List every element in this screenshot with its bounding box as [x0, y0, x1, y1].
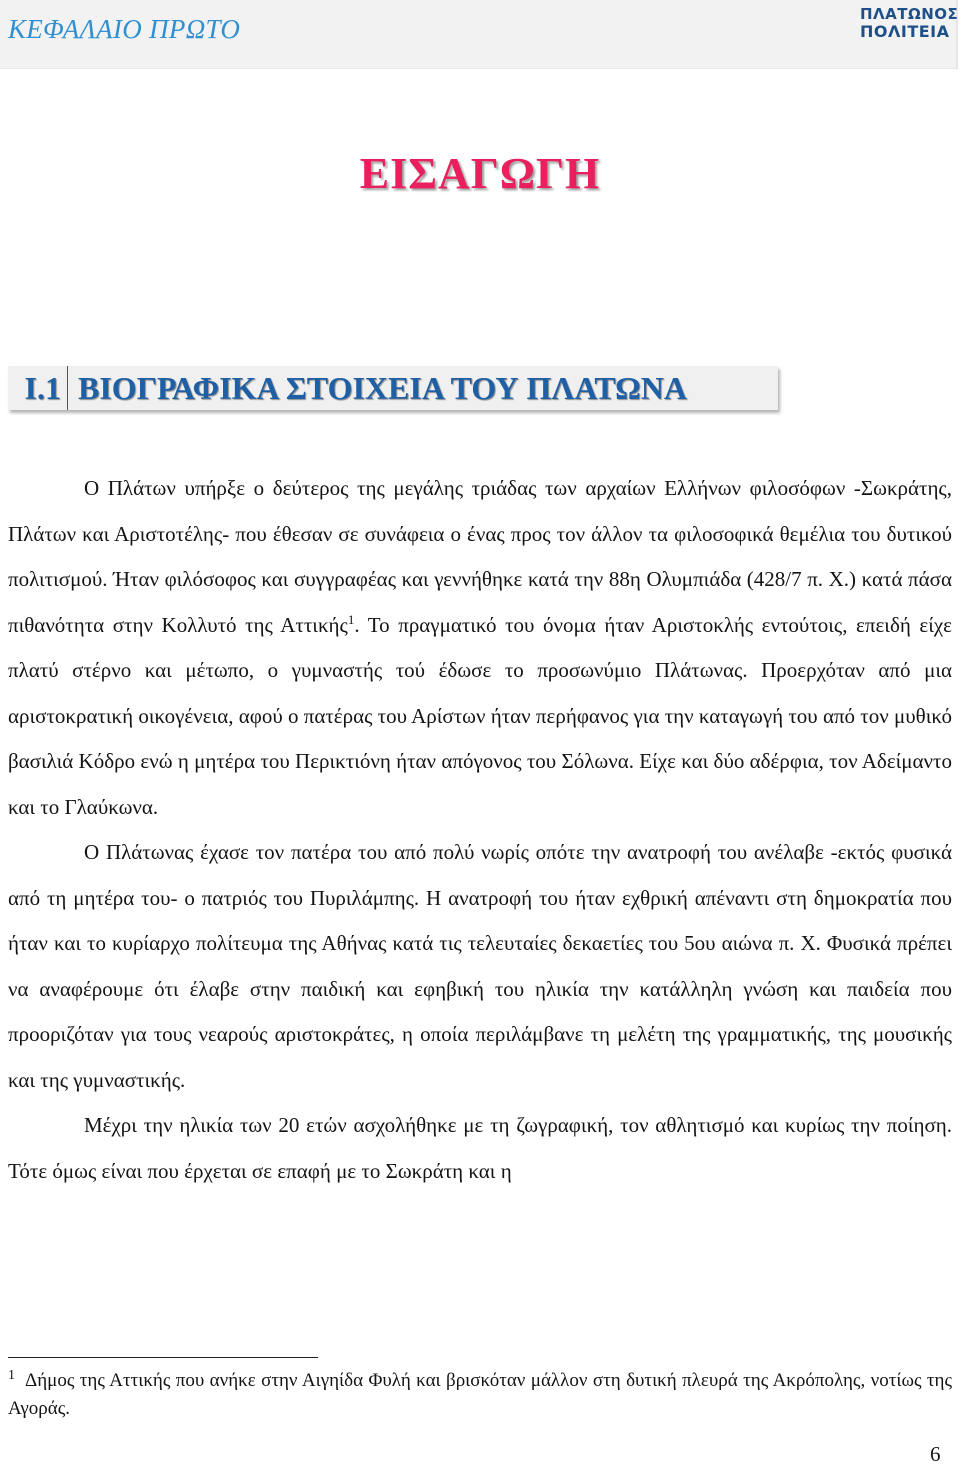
logo-line-2: ΠΟΛΙΤΕΙΑ [860, 22, 950, 41]
footnote-mark: 1 [8, 1367, 15, 1383]
paragraph-1 [8, 466, 952, 830]
page-title: ΕΙΣΑΓΩΓΗ [359, 149, 601, 198]
logo-line-1: ΠΛΑΤΩΝΟΣ [860, 5, 959, 23]
running-header [0, 0, 958, 69]
book-logo [860, 5, 959, 46]
section-heading [8, 366, 778, 410]
section-number: Ι.1 [8, 366, 68, 410]
paragraph-2: Ο Πλάτωνας έχασε τον πατέρα του από πολύ νωρίς οπότε την ανατροφή του ανέλαβε -εκτός φυσικά από τη μητέρα του- ο πατριός του Πυριλάμπης. Η ανατροφή του ήταν εχθρική απέναντι στη δημοκρατία που ήταν και το κυρίαρχο πολίτευμα της Αθήνας κατά τις τελευταίες δεκαετίες του 5ου αιώνα π. Χ. Φυσικά πρέπει να αναφέρουμε ότι έλαβε στην παιδική και εφηβική του ηλικία την κατάλληλη γνώση και παιδεία που προοριζόταν για τους νεαρούς αριστοκράτες, η οποία περιλάμβανε τη μελέτη της γραμματικής, της μουσικής και της γυμναστικής. [8, 840, 952, 1092]
footnote-text: Δήμος της Αττικής που ανήκε στην Αιγηίδα Φυλή και βρισκόταν μάλλον στη δυτική πλευρά της Ακρόπολης, νοτίως της Αγοράς. [8, 1370, 952, 1419]
chapter-label: ΚΕΦΑΛΑΙΟ ΠΡΩΤΟ [8, 14, 241, 44]
footnote-reference: 1 [347, 611, 355, 627]
footnote-separator [8, 1357, 318, 1358]
paragraph-1-text-b: . Το πραγματικό του όνομα ήταν Αριστοκλής εντούτοις, επειδή είχε πλατύ στέρνο και μέτωπο, ο γυμναστής τού έδωσε το προσωνύμιο Πλάτωνας. Προερχόταν από μια αριστοκρατική οικογένεια, αφού ο πατέρας του Αρίστων ήταν περήφανος για την καταγωγή του από τον μυθικό βασιλιά Κόδρο ενώ η μητέρα του Περικτιόνη ήταν απόγονος του Σόλωνα. Είχε και δύο αδέρφια, τον Αδείμαντο και το Γλαύκωνα. [8, 612, 952, 819]
paragraph-1-text-a: Ο Πλάτων υπήρξε ο δεύτερος της μεγάλης τριάδας των αρχαίων Ελλήνων φιλοσόφων -Σωκράτης, Πλάτων και Αριστοτέλης- που έθεσαν σε συνάφεια ο ένας προς τον άλλον τα φιλοσοφικά θεμέλια του δυτικού πολιτισμού. Ήταν φιλόσοφος και συγγραφέας και γεννήθηκε κατά την 88η Ολυμπιάδα (428/7 π. Χ.) κατά πάσα πιθανότητα στην Κολλυτό της Αττικής [8, 476, 952, 637]
footnote [8, 1367, 952, 1423]
section-title: ΒΙΟΓΡΑΦΙΚΑ ΣΤΟΙΧΕΙΑ ΤΟΥ ΠΛΑΤΩΝΑ [78, 370, 687, 406]
body-text [8, 466, 952, 1194]
page-number: 6 [930, 1442, 941, 1466]
paragraph-3: Μέχρι την ηλικία των 20 ετών ασχολήθηκε με τη ζωγραφική, τον αθλητισμό και κυρίως την ποίηση. Τότε όμως είναι που έρχεται σε επαφή με το Σωκράτη και η [8, 1113, 952, 1183]
